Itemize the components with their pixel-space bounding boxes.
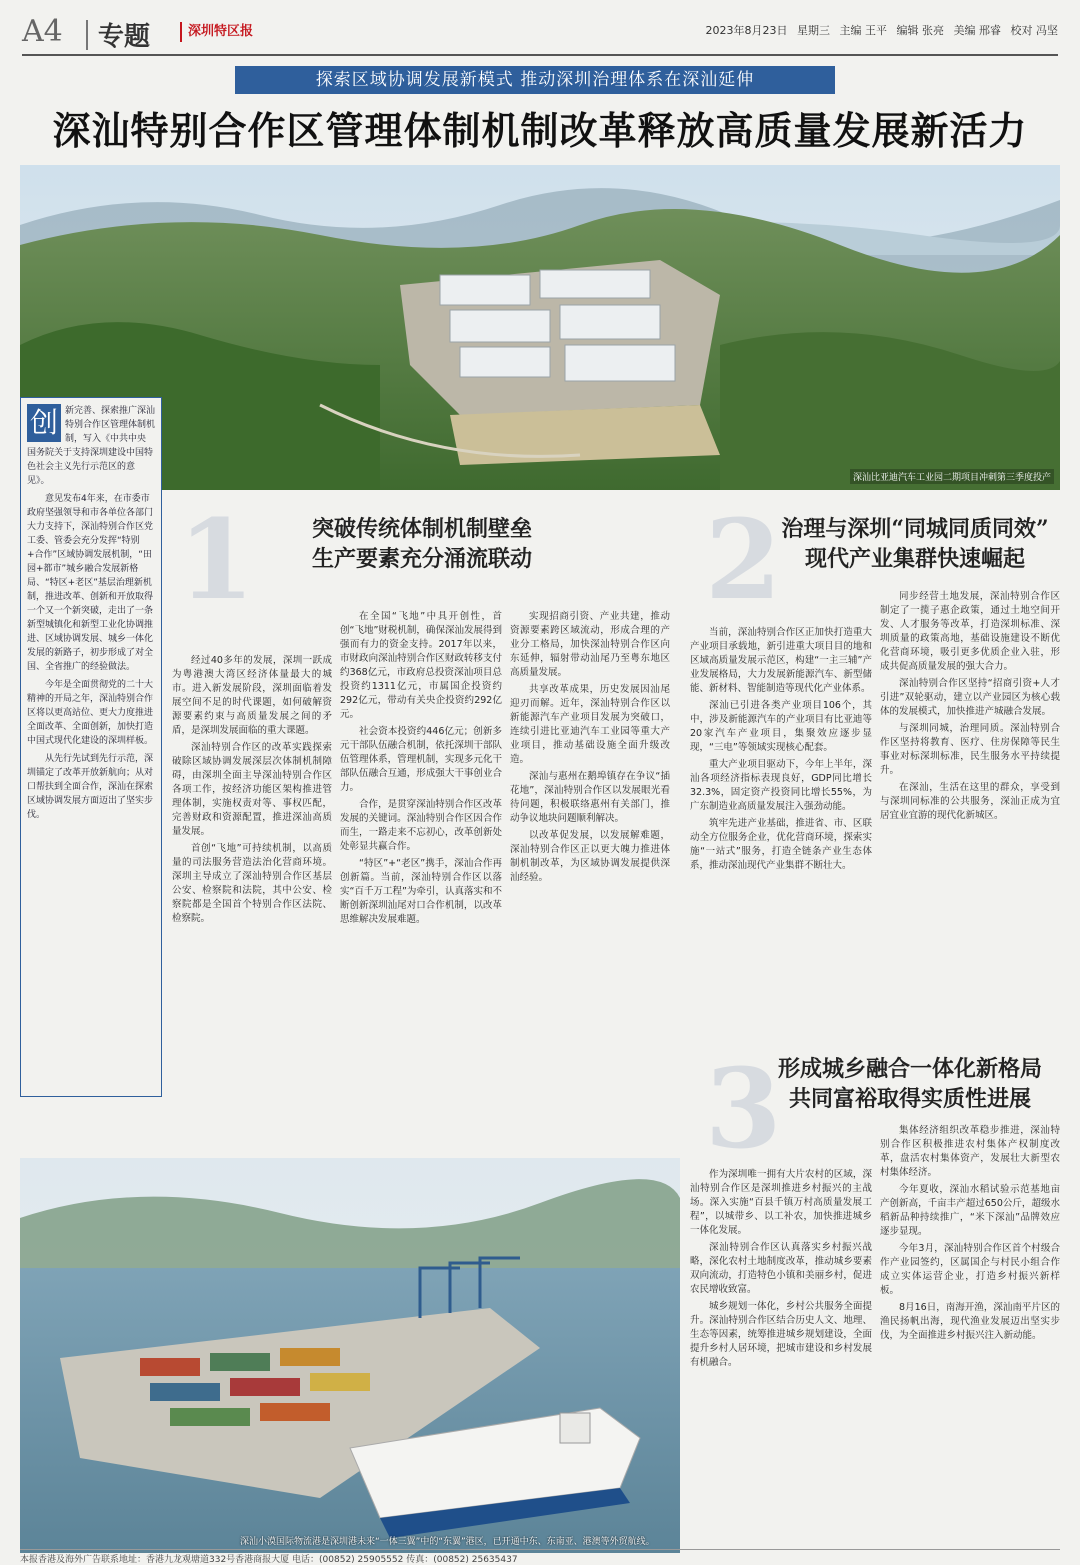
section3-paragraph: 8月16日，南海开渔，深汕南平片区的渔民扬帆出海，现代渔业发展迈出坚实步伐，为全面推进乡村振兴注入新动能。 [880, 1302, 1060, 1341]
section1-paragraph: 共享改革成果，历史发展因汕尾迎刃而解。近年，深汕特别合作区以新能源汽车产业项目发展为突破口，连续引进比亚迪汽车工业园等重大产业项目，推动基础设施全面升级改造。 [510, 684, 670, 765]
section2-title-line1: 治理与深圳“同城同质同效” [781, 516, 1049, 542]
intro-dropcap: 创 [27, 404, 61, 442]
section2-paragraph: 深汕特别合作区坚持“招商引资+人才引进”双轮驱动，建立以产业园区为核心载体的发展模式，加快推进产城融合发展。 [880, 678, 1060, 717]
intro-paragraph: 新完善、探索推广深汕特别合作区管理体制机制，写入《中共中央 国务院关于支持深圳建设中国特色社会主义先行示范区的意见》。 [27, 406, 156, 486]
section2-paragraph: 与深圳同城，治理同质。深汕特别合作区坚持将教育、医疗、住房保障等民生事业对标深圳标准，民生服务水平持续提升。 [880, 723, 1060, 776]
section-label: 专题 [98, 22, 151, 52]
logistics-port-photo [20, 1158, 680, 1553]
page-number: A4 [22, 14, 63, 49]
issue-weekday: 星期三 [797, 24, 830, 37]
header-divider [86, 20, 88, 50]
section1-column-2 [340, 610, 502, 1146]
section1-title-line2: 生产要素充分涌流联动 [311, 546, 532, 572]
section1-paragraph: 首创“飞地”可持续机制，以高质量的司法服务营造法治化营商环境。深圳主导成立了深汕特别合作区基层公安、检察院和法院，其中公安、检察院都是全国首个特别合作区法院、检察院。 [172, 843, 332, 924]
paper-logo: 深圳特区报 [180, 22, 259, 42]
section3-paragraph: 集体经济组织改革稳步推进，深汕特别合作区积极推进农村集体产权制度改革，盘活农村集体资产，发展壮大新型农村集体经济。 [880, 1125, 1060, 1178]
section2-title [770, 514, 1060, 574]
section3-paragraph: 深汕特别合作区认真落实乡村振兴战略，深化农村土地制度改革，推动城乡要素双向流动，打造特色小镇和美丽乡村，促进农民增收致富。 [690, 1242, 872, 1295]
section2-paragraph: 筑牢先进产业基础，推进省、市、区联动全方位服务企业，优化营商环境，探索实施“一站式”服务，打造全链条产业生态体系，推动深汕现代产业集群不断壮大。 [690, 818, 872, 871]
footer-contact: 本报香港及海外广告联系地址：香港九龙观塘道332号香港商报大厦 电话：(00852) 25905552 传真：(00852) 25635437 [20, 1555, 518, 1565]
section1-paragraph: “特区”+“老区”携手，深汕合作再创新篇。当前，深汕特别合作区以落实“百千万工程”为牵引，认真落实和不断创新深圳汕尾对口合作机制，以改革思维解决发展难题。 [340, 858, 502, 925]
section1-paragraph: 经过40多年的发展，深圳一跃成为粤港澳大湾区经济体量最大的城市。进入新发展阶段，深圳面临着发展空间不足的时代课题，如何破解资源要素约束与高质量发展之间的矛盾，是深圳发展面临的重大课题。 [172, 655, 332, 736]
section3-paragraph: 作为深圳唯一拥有大片农村的区域，深汕特别合作区是深圳推进乡村振兴的主战场。深入实施“百县千镇万村高质量发展工程”，以城带乡、以工补农，加快推进城乡一体化发展。 [690, 1169, 872, 1236]
section2-paragraph: 同步经营土地发展，深汕特别合作区制定了一揽子惠企政策，通过土地空间开发、人才服务等改革，打造深圳标准、深圳质量的政策高地，基础设施建设不断优化营商环境，吸引更多优质企业入驻，形成共促高质量发展的强大合力。 [880, 591, 1060, 672]
section2-number: 2 [705, 495, 782, 624]
section1-paragraph: 在全国“飞地”中具开创性，首创“飞地”财税机制，确保深汕发展得到强而有力的资金支持。2017年以来，市财政向深汕特别合作区财政转移支付约368亿元，市政府总投资深汕项目总投资约1311亿元，市属国企投资约292亿元，带动有关央企投资约292亿元。 [340, 611, 502, 720]
section1-paragraph: 合作，是贯穿深汕特别合作区改革发展的关键词。深汕特别合作区因合作而生，一路走来不忘初心，改革创新处处彰显共赢合作。 [340, 799, 502, 852]
header-meta [700, 22, 1059, 38]
section1-paragraph: 实现招商引资、产业共建，推动资源要素跨区域流动，形成合理的产业分工格局，加快深汕特别合作区向东延伸，辐射带动汕尾乃至粤东地区高质量发展。 [510, 611, 670, 678]
photo2-caption: 深汕小漠国际物流港是深圳港未来“一体三翼”中的“东翼”港区，已开通中东、东南亚、港澳等外贸航线。 [240, 1537, 655, 1547]
section2-paragraph: 重大产业项目驱动下，今年上半年，深汕各项经济指标表现良好，GDP同比增长32.3%，固定资产投资同比增长55%，为广东制造业高质量发展注入强劲动能。 [690, 759, 872, 812]
section3-number: 3 [705, 1044, 782, 1173]
designer: 美编 邢睿 [953, 24, 1001, 37]
section2-paragraph: 深汕已引进各类产业项目106个，其中，涉及新能源汽车的产业项目有比亚迪等20家汽车产业项目，集聚效应逐步显现，“三电”等领域实现核心配套。 [690, 700, 872, 753]
section2-paragraph: 当前，深汕特别合作区正加快打造重大产业项目承载地，新引进重大项目目的地和区域高质量发展示范区，构建“一主三辅”产业发展格局，大力发展新能源汽车、新型储能、新材料、智能制造等现代化产业体系。 [690, 627, 872, 694]
section1-paragraph: 社会资本投资约446亿元；创新多元干部队伍融合机制，依托深圳干部队伍管理体系，管理机制，实现多元化干部队伍融合互通，形成强大干事创业合力。 [340, 726, 502, 793]
section1-column-3 [510, 610, 670, 1146]
intro-paragraph: 今年是全面贯彻党的二十大精神的开局之年，深汕特别合作区将以更高站位、更大力度推进全面改革、全面创新，加快打造中国式现代化建设的深圳样板。 [27, 680, 154, 746]
section2-column-1 [690, 626, 872, 1046]
section3-column-2 [880, 1124, 1060, 1544]
section3-paragraph: 今年3月，深汕特别合作区首个村级合作产业园签约，区属国企与村民小组合作成立实体运营企业，打造乡村振兴新样板。 [880, 1243, 1060, 1296]
section2-paragraph: 在深汕，生活在这里的群众，享受到与深圳同标准的公共服务，深汕正成为宜居宜业宜游的现代化新城区。 [880, 782, 1060, 821]
section3-title-line1: 形成城乡融合一体化新格局 [777, 1056, 1042, 1082]
section1-paragraph: 深汕与惠州在鹅埠镇存在争议“插花地”，深汕特别合作区以发展眼光看待问题，积极联络惠州有关部门，推动争议地块问题顺利解决。 [510, 771, 670, 824]
proofreader: 校对 冯坚 [1010, 24, 1058, 37]
section1-column-1 [172, 654, 332, 1146]
section3-column-1 [690, 1168, 872, 1544]
intro-paragraph: 从先行先试到先行示范，深圳锚定了改革开放新航向；从对口帮扶到全面合作，深汕在探索区域协调发展方面迈出了坚实步伐。 [27, 754, 154, 820]
editor: 编辑 张亮 [896, 24, 944, 37]
footer-rule [20, 1549, 1060, 1550]
section1-paragraph: 以改革促发展，以发展解难题，深汕特别合作区正以更大魄力推进体制机制改革，为区域协调发展提供深汕经验。 [510, 830, 670, 883]
main-headline: 深汕特别合作区管理体制机制改革释放高质量发展新活力 [52, 109, 1028, 153]
section1-title-line1: 突破传统体制机制壁垒 [311, 516, 532, 542]
section2-title-line2: 现代产业集群快速崛起 [804, 546, 1025, 572]
editor-chief: 主编 王平 [839, 24, 887, 37]
section3-title-line2: 共同富裕取得实质性进展 [788, 1086, 1031, 1112]
section3-paragraph: 今年夏收，深汕水稻试验示范基地亩产创新高，千亩丰产超过650公斤，超级水稻新品种持续推广，“米下深汕”品牌效应逐步显现。 [880, 1184, 1060, 1237]
section3-paragraph: 城乡规划一体化，乡村公共服务全面提升。深汕特别合作区结合历史人文、地理、生态等因素，统筹推进城乡规划建设，全面提升乡村人居环境，把城市建设和乡村发展有机融合。 [690, 1301, 872, 1368]
intro-paragraph: 意见发布4年来，在市委市政府坚强领导和市各单位各部门大力支持下，深汕特别合作区党工委、管委会充分发挥“特别+合作”区域协调发展机制，“田园+都市”城乡融合发展新格局、“特区+老区”基层治理新机制，推进改革、创新和开放取得一个又一个新突破，走出了一条新型城镇化和新型工业化协调推进、区域协调发展、城乡一体化发展的新路子，初步形成了对全国、全省推广的经验做法。 [27, 494, 154, 672]
aerial-industrial-park-photo [20, 165, 1060, 490]
subtitle-banner: 探索区域协调发展新模式 推动深圳治理体系在深汕延伸 [235, 66, 835, 94]
section2-column-2 [880, 590, 1060, 1046]
issue-date: 2023年8月23日 [705, 24, 788, 37]
section3-title [760, 1054, 1060, 1114]
section1-paragraph: 深汕特别合作区的改革实践探索破除区域协调发展深层次体制机制障碍，由深圳全面主导深汕特别合作区各项工作，按经济功能区架构推进管理体制，实施权责对等、事权匹配，完善财政和资源配置，推进深汕高质量发展。 [172, 742, 332, 837]
photo1-caption: 深汕比亚迪汽车工业园二期项目冲刺第三季度投产 [850, 469, 1054, 484]
intro-sidebar [20, 397, 162, 1097]
section1-title [262, 514, 582, 574]
header-rule [22, 54, 1058, 56]
section1-number: 1 [178, 495, 255, 624]
